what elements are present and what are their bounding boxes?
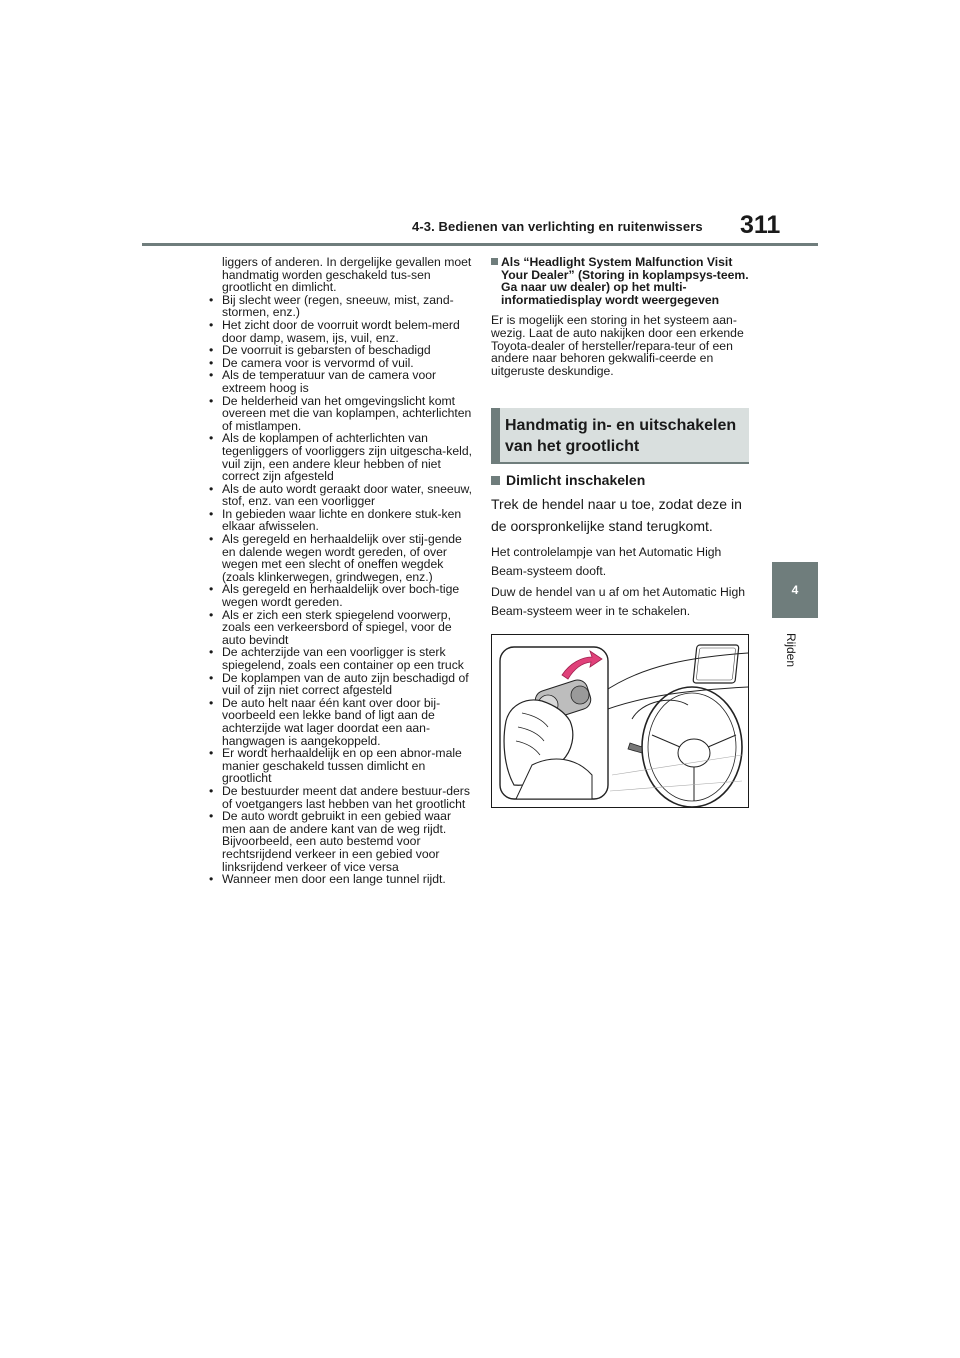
condition-item: • Als geregeld en herhaaldelijk over stij-gende en dalende wegen wordt gereden, of over wegen met een slecht of oneffen wegdek (zoals klinkerwegen, grindwegen, enz.)	[200, 533, 472, 583]
condition-item: • De auto helt naar één kant over door bij-voorbeeld een lekke band of ligt aan de achterzijde wat lager doordat een aan-hangwagen is aangekoppeld.	[200, 697, 472, 747]
dashboard-line	[602, 653, 748, 693]
right-column	[491, 256, 751, 377]
dashboard-lever-drawing	[492, 635, 748, 807]
warning-heading-text: Als “Headlight System Malfunction Visit Your Dealer” (Storing in koplampsys-teem. Ga naar uw dealer) op het multi-informatiedisplay wordt weergegeven	[501, 255, 749, 307]
heading-accent-bar	[491, 408, 500, 462]
console-lines	[610, 755, 742, 791]
condition-item: • De voorruit is gebarsten of beschadigd	[200, 344, 472, 357]
subheading	[491, 472, 645, 488]
page-number: 311	[740, 211, 781, 239]
condition-item: • Het zicht door de voorruit wordt belem-merd door damp, wasem, ijs, vuil, enz.	[200, 319, 472, 344]
display-screen-inner	[696, 648, 735, 680]
subheading-text: Dimlicht inschakelen	[506, 472, 646, 488]
condition-item: • Wanneer men door een lange tunnel rijdt.	[200, 873, 472, 886]
section-heading-box	[491, 408, 749, 464]
header-divider	[142, 243, 818, 246]
condition-item: • De koplampen van de auto zijn beschadigd of vuil of zijn niet correct afgesteld	[200, 672, 472, 697]
condition-item: • Als de temperatuur van de camera voor extreem hoog is	[200, 369, 472, 394]
condition-item: • De camera voor is vervormd of vuil.	[200, 357, 472, 370]
intro-continuation: liggers of anderen. In dergelijke gevallen moet handmatig worden geschakeld tus-sen grootlicht en dimlicht.	[222, 255, 472, 295]
condition-item: • De auto wordt gebruikt in een gebied waar men aan de andere kant van de weg rijdt. Bijvoorbeeld, een auto bestemd voor rechtsrijdend verkeer in een gebied voor linksrijdend verkeer of vice versa	[200, 810, 472, 873]
note-text-2: Duw de hendel van u af om het Automatic High Beam-systeem weer in te schakelen.	[491, 585, 746, 618]
section-title: 4-3. Bedienen van verlichting en ruitenwissers	[412, 219, 703, 234]
note-text-1: Het controlelampje van het Automatic High Beam-systeem dooft.	[491, 545, 722, 578]
condition-item: • De achterzijde van een voorligger is sterk spiegelend, zoals een container op een truck	[200, 646, 472, 671]
condition-item: • Als de koplampen of achterlichten van tegenliggers of voorliggers zijn uitgescha-keld, vuil zijn, een andere kleur hebben of niet correct zijn afgesteld	[200, 432, 472, 482]
steering-spokes	[652, 735, 736, 801]
left-column	[200, 256, 472, 886]
square-bullet-icon	[491, 258, 498, 265]
condition-list	[200, 294, 472, 886]
instruction-text: Trek de hendel naar u toe, zodat deze in de oorspronkelijke stand terugkomt.	[491, 496, 742, 534]
chapter-tab[interactable]: 4	[772, 562, 818, 618]
condition-item: • In gebieden waar lichte en donkere stuk-ken elkaar afwisselen.	[200, 508, 472, 533]
condition-item: • Bij slecht weer (regen, sneeuw, mist, zand-stormen, enz.)	[200, 294, 472, 319]
warning-heading	[491, 256, 751, 306]
square-bullet-icon	[491, 476, 500, 485]
section-heading: Handmatig in- en uitschakelen van het grootlicht	[505, 417, 737, 455]
condition-item: • Als de auto wordt geraakt door water, sneeuw, stof, enz. van een voorligger	[200, 483, 472, 508]
condition-item: • Er wordt herhaaldelijk en op een abnor-male manier geschakeld tussen dimlicht en grootlicht	[200, 747, 472, 785]
warning-body: Er is mogelijk een storing in het systeem aan-wezig. Laat de auto nakijken door een erkende Toyota-dealer of hersteller/repara-teur of een andere naar behoren gekwalifi-ceerde en uitgeruste deskundige.	[491, 313, 744, 378]
lever-end-cap	[571, 686, 589, 704]
lever-stalk	[628, 743, 642, 753]
lever-illustration	[491, 634, 749, 808]
chapter-label: Rijden	[784, 633, 798, 668]
steering-wheel	[642, 687, 742, 807]
condition-item: • Als geregeld en herhaaldelijk over boch-tige wegen wordt gereden.	[200, 583, 472, 608]
display-screen	[693, 645, 739, 683]
condition-item: • De helderheid van het omgevingslicht komt overeen met die van koplampen, achterlichten of mistlampen.	[200, 395, 472, 433]
condition-item: • De bestuurder meent dat andere bestuur-ders of voetgangers last hebben van het grootlicht	[200, 785, 472, 810]
steering-hub	[678, 739, 710, 767]
condition-item: • Als er zich een sterk spiegelend voorwerp, zoals een verkeersbord of spiegel, voor de auto bevindt	[200, 609, 472, 647]
